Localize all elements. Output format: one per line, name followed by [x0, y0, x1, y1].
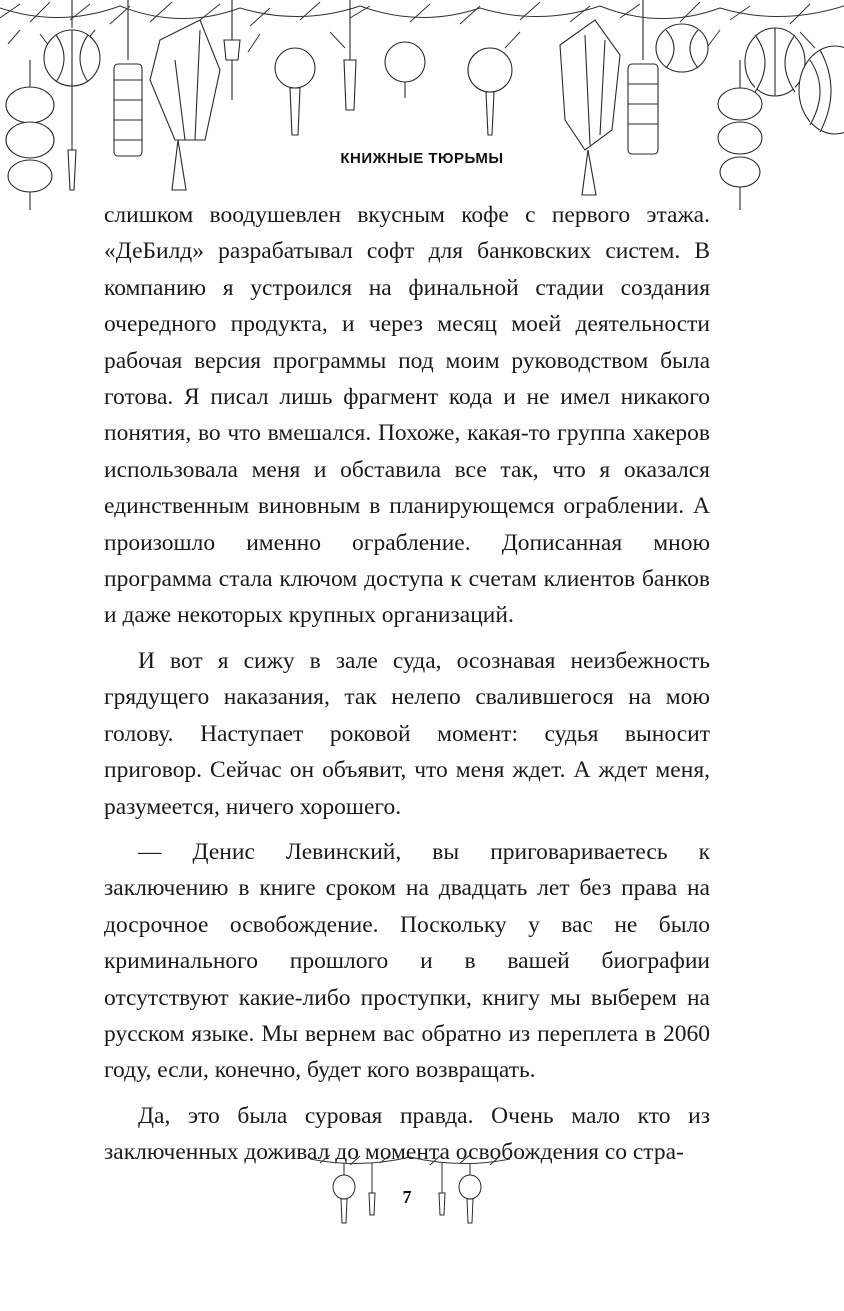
hanging-lanterns-illustration [0, 0, 844, 215]
body-text [104, 197, 710, 1171]
paragraph: слишком воодушевлен вкусным кофе с первого этажа. «ДеБилд» разрабатывал софт для банковских систем. В компанию я устроился на финальной стадии создания очередного продукта, и через месяц моей деятельности рабочая версия программы под моим руководством была готова. Я писал лишь фрагмент кода и не имел никакого понятия, во что вмешался. Похоже, какая-то группа хакеров использовала меня и обставила все так, что я оказался единственным виновным в планирующемся ограблении. А произошло именно ограбление. Дописанная мною программа стала ключом доступа к счетам клиентов банков и даже некоторых крупных организаций. [104, 202, 710, 629]
paragraph: Да, это была суровая правда. Очень мало кто из заключенных доживал до момента освобождения со стра- [104, 1102, 710, 1166]
page-number: 7 [402, 1187, 412, 1207]
paragraph: — Денис Левинский, вы приговариваетесь к заключению в книге сроком на двадцать лет без права на досрочное освобождение. Поскольку у вас не было криминального прошлого и в вашей биографии отсутствуют какие-либо проступки, книгу мы выберем на русском языке. Мы вернем вас обратно из переплета в 2060 году, если, конечно, будет кого возвращать. [104, 838, 710, 1084]
paragraph: И вот я сижу в зале суда, осознавая неизбежность грядущего наказания, так нелепо свалившегося на мою голову. Наступает роковой момент: судья выносит приговор. Сейчас он объявит, что меня ждет. А ждет меня, разумеется, ничего хорошего. [104, 647, 710, 820]
running-head: КНИЖНЫЕ ТЮРЬМЫ [340, 150, 504, 167]
